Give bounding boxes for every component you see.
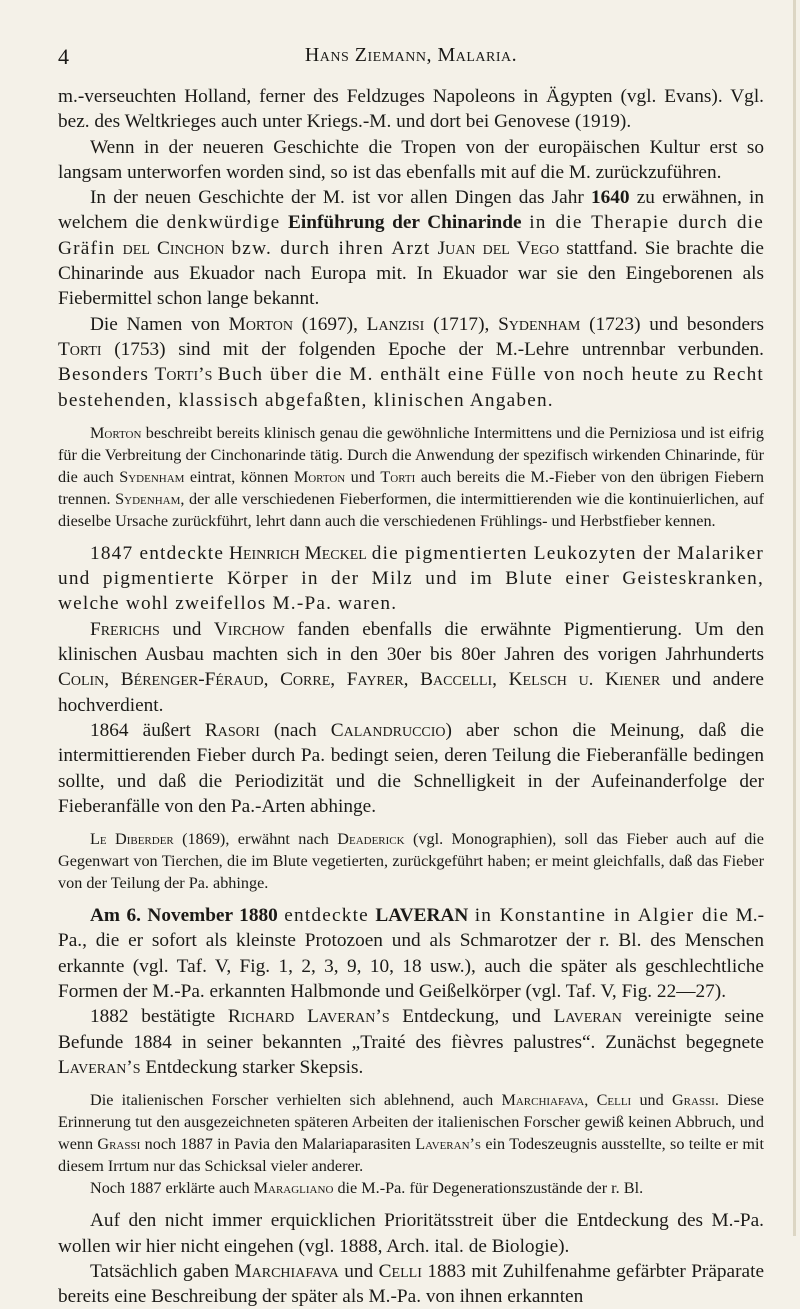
- paragraph-1: m.-verseuchten Holland, ferner des Feldzuges Napoleons in Ägypten (vgl. Evans). Vgl. bez. des Weltkrieges auch unter Kriegs.-M. und dort bei Genovese (1919).: [58, 86, 764, 133]
- name-morton: Morton: [228, 313, 293, 335]
- name-juan-del-vego: Juan del Vego: [437, 237, 560, 259]
- paragraph-2: Wenn in der neueren Geschichte die Tropen von der europäischen Kultur erst so langsam unterworfen worden sind, so ist das ebenfalls mit auf die M. zurückzuführen.: [58, 136, 764, 183]
- name-heinrich-meckel: Heinrich Meckel: [229, 542, 367, 564]
- page-header: [58, 44, 764, 74]
- paragraph-11: 1882 bestätigte Richard Laveran’s Entdeckung, und Laveran vereinigte seine Befunde 1884 in seiner bekannten „Traité des fièvres palustres“. Zunächst begegnete Laveran’s Entdeckung starker Skepsis.: [58, 1006, 764, 1078]
- paragraph-10: Am 6. November 1880 entdeckte LAVERAN in Konstantine in Algier die M.-Pa., die er sofort als kleinste Protozoen und als Schmarotzer der r. Bl. des Menschen erkannte (vgl. Taf. V, Fig. 1, 2, 3, 9, 10, 18 usw.), auch die später als geschlechtliche Formen der M.-Pa. erkannten Halbmonde und Geißelkörper (vgl. Taf. V, Fig. 22—27).: [58, 905, 764, 1003]
- spaced-torti-buch: Buch über die M. enthält eine Fülle von noch heute zu Recht bestehenden, klassisch abgefaßten, klinischen Angaben.: [58, 364, 764, 411]
- year-1640: 1640: [590, 187, 630, 209]
- paragraph-7: Frerichs und Virchow fanden ebenfalls die erwähnte Pigmentierung. Um den klinischen Ausbau machten sich in den 30er bis 80er Jahren des vorigen Jahrhunderts Colin, Bérenger-Féraud, Corre, Fayrer, Baccelli, Kelsch u. Kiener und andere hochverdient.: [58, 618, 764, 716]
- name-tortis: Torti’s: [154, 364, 213, 386]
- page-number: 4: [58, 44, 69, 69]
- paragraph-6: 1847 entdeckte Heinrich Meckel die pigmentierten Leukozyten der Malariker und pigmentierte Körper in der Milz und im Blute einer Geisteskranken, welche wohl zweifellos M.-Pa. waren.: [58, 542, 764, 615]
- paragraph-12-smallprint: Die italienischen Forscher verhielten sich ablehnend, auch Marchiafava, Celli und Grassi. Diese Erinnerung tut den ausgezeichneten späteren Arbeiten der italienischen Forscher gewiß keinen Abbruch, und wenn Grassi noch 1887 in Pavia den Malariaparasiten Laveran’s ein Todeszeugnis ausstellte, so teilte er mit diesem Irrtum nur das Schicksal vieler anderer.: [58, 1091, 764, 1176]
- spaced-denkwuerdige: denkwürdige: [166, 212, 281, 234]
- running-title: Hans Ziemann, Malaria.: [304, 44, 518, 66]
- name-lanzisi: Lanzisi: [366, 313, 425, 335]
- name-torti: Torti: [58, 338, 102, 360]
- paragraph-9-smallprint: Le Diberder (1869), erwähnt nach Deaderick (vgl. Monographien), soll das Fieber auch auf die Gegenwart von Tierchen, die im Blute vegetierten, zurückgeführt haben; er meint gleichfalls, daß das Fieber von der Teilung der Pa. abhinge.: [58, 830, 764, 893]
- name-sydenham: Sydenham: [498, 313, 581, 335]
- paragraph-8: 1864 äußert Rasori (nach Calandruccio) aber schon die Meinung, daß die intermittierenden Fieber durch Pa. bedingt seien, deren Teilung die Fieberanfälle bedingen sollte, und daß die Periodizität und die Schnelligkeit in der Aufeinanderfolge der Fieberanfälle von den Pa.-Arten abhinge.: [58, 719, 764, 817]
- paragraph-5-smallprint: Morton beschreibt bereits klinisch genau die gewöhnliche Intermittens und die Perniziosa und ist eifrig für die Verbreitung der Cinchonarinde tätig. Durch die Anwendung der spezifisch wirkenden Chinarinde, für die auch Sydenham eintrat, können Morton und Torti auch bereits die M.-Fieber von den übrigen Fiebern trennen. Sydenham, der alle verschiedenen Fieberformen, die intermittierenden wie die kontinuierlichen, auf dieselbe Ursache zurückführt, lehrt dann auch die verschiedenen Frühlings- und Herbstfieber kennen.: [58, 423, 764, 530]
- date-6-november-1880: Am 6. November 1880: [90, 905, 278, 927]
- paragraph-14: Auf den nicht immer erquicklichen Prioritätsstreit über die Entdeckung des M.-Pa. wollen wir hier nicht eingehen (vgl. 1888, Arch. ital. de Biologie).: [58, 1210, 764, 1257]
- paragraph-4: Die Namen von Morton (1697), Lanzisi (1717), Sydenham (1723) und besonders Torti (1753) sind mit der folgenden Epoche der M.-Lehre untrennbar verbunden. Besonders Torti’s Buch über die M. enthält eine Fülle von noch heute zu Recht bestehenden, klassisch abgefaßten, klinischen Angaben.: [58, 313, 764, 411]
- paragraph-3: In der neuen Geschichte der M. ist vor allen Dingen das Jahr 1640 zu erwähnen, in welchem die denkwürdige Einführung der Chinarinde in die Therapie durch die Gräfin del Cinchon bzw. durch ihren Arzt Juan del Vego stattfand. Sie brachte die Chinarinde aus Ekuador nach Europa mit. In Ekuador war sie den Eingeborenen als Fiebermittel schon lange bekannt.: [58, 187, 764, 310]
- page-body: [58, 84, 764, 1309]
- paragraph-13-smallprint: Noch 1887 erklärte auch Maragliano die M.-Pa. für Degenerationszustände der r. Bl.: [90, 1179, 644, 1198]
- page-edge-shadow: [793, 0, 796, 1236]
- bold-einfuehrung: Einführung der Chinarinde: [288, 212, 522, 234]
- paragraph-15: Tatsächlich gaben Marchiafava und Celli 1883 mit Zuhilfenahme gefärbter Präparate bereits eine Beschreibung der später als M.-Pa. von ihnen erkannten: [58, 1260, 765, 1308]
- spaced-therapie: in die Therapie durch die Gräfin: [58, 212, 764, 259]
- name-laveran-bold: LAVERAN: [375, 905, 469, 927]
- name-del-cinchon: del Cinchon: [122, 237, 225, 259]
